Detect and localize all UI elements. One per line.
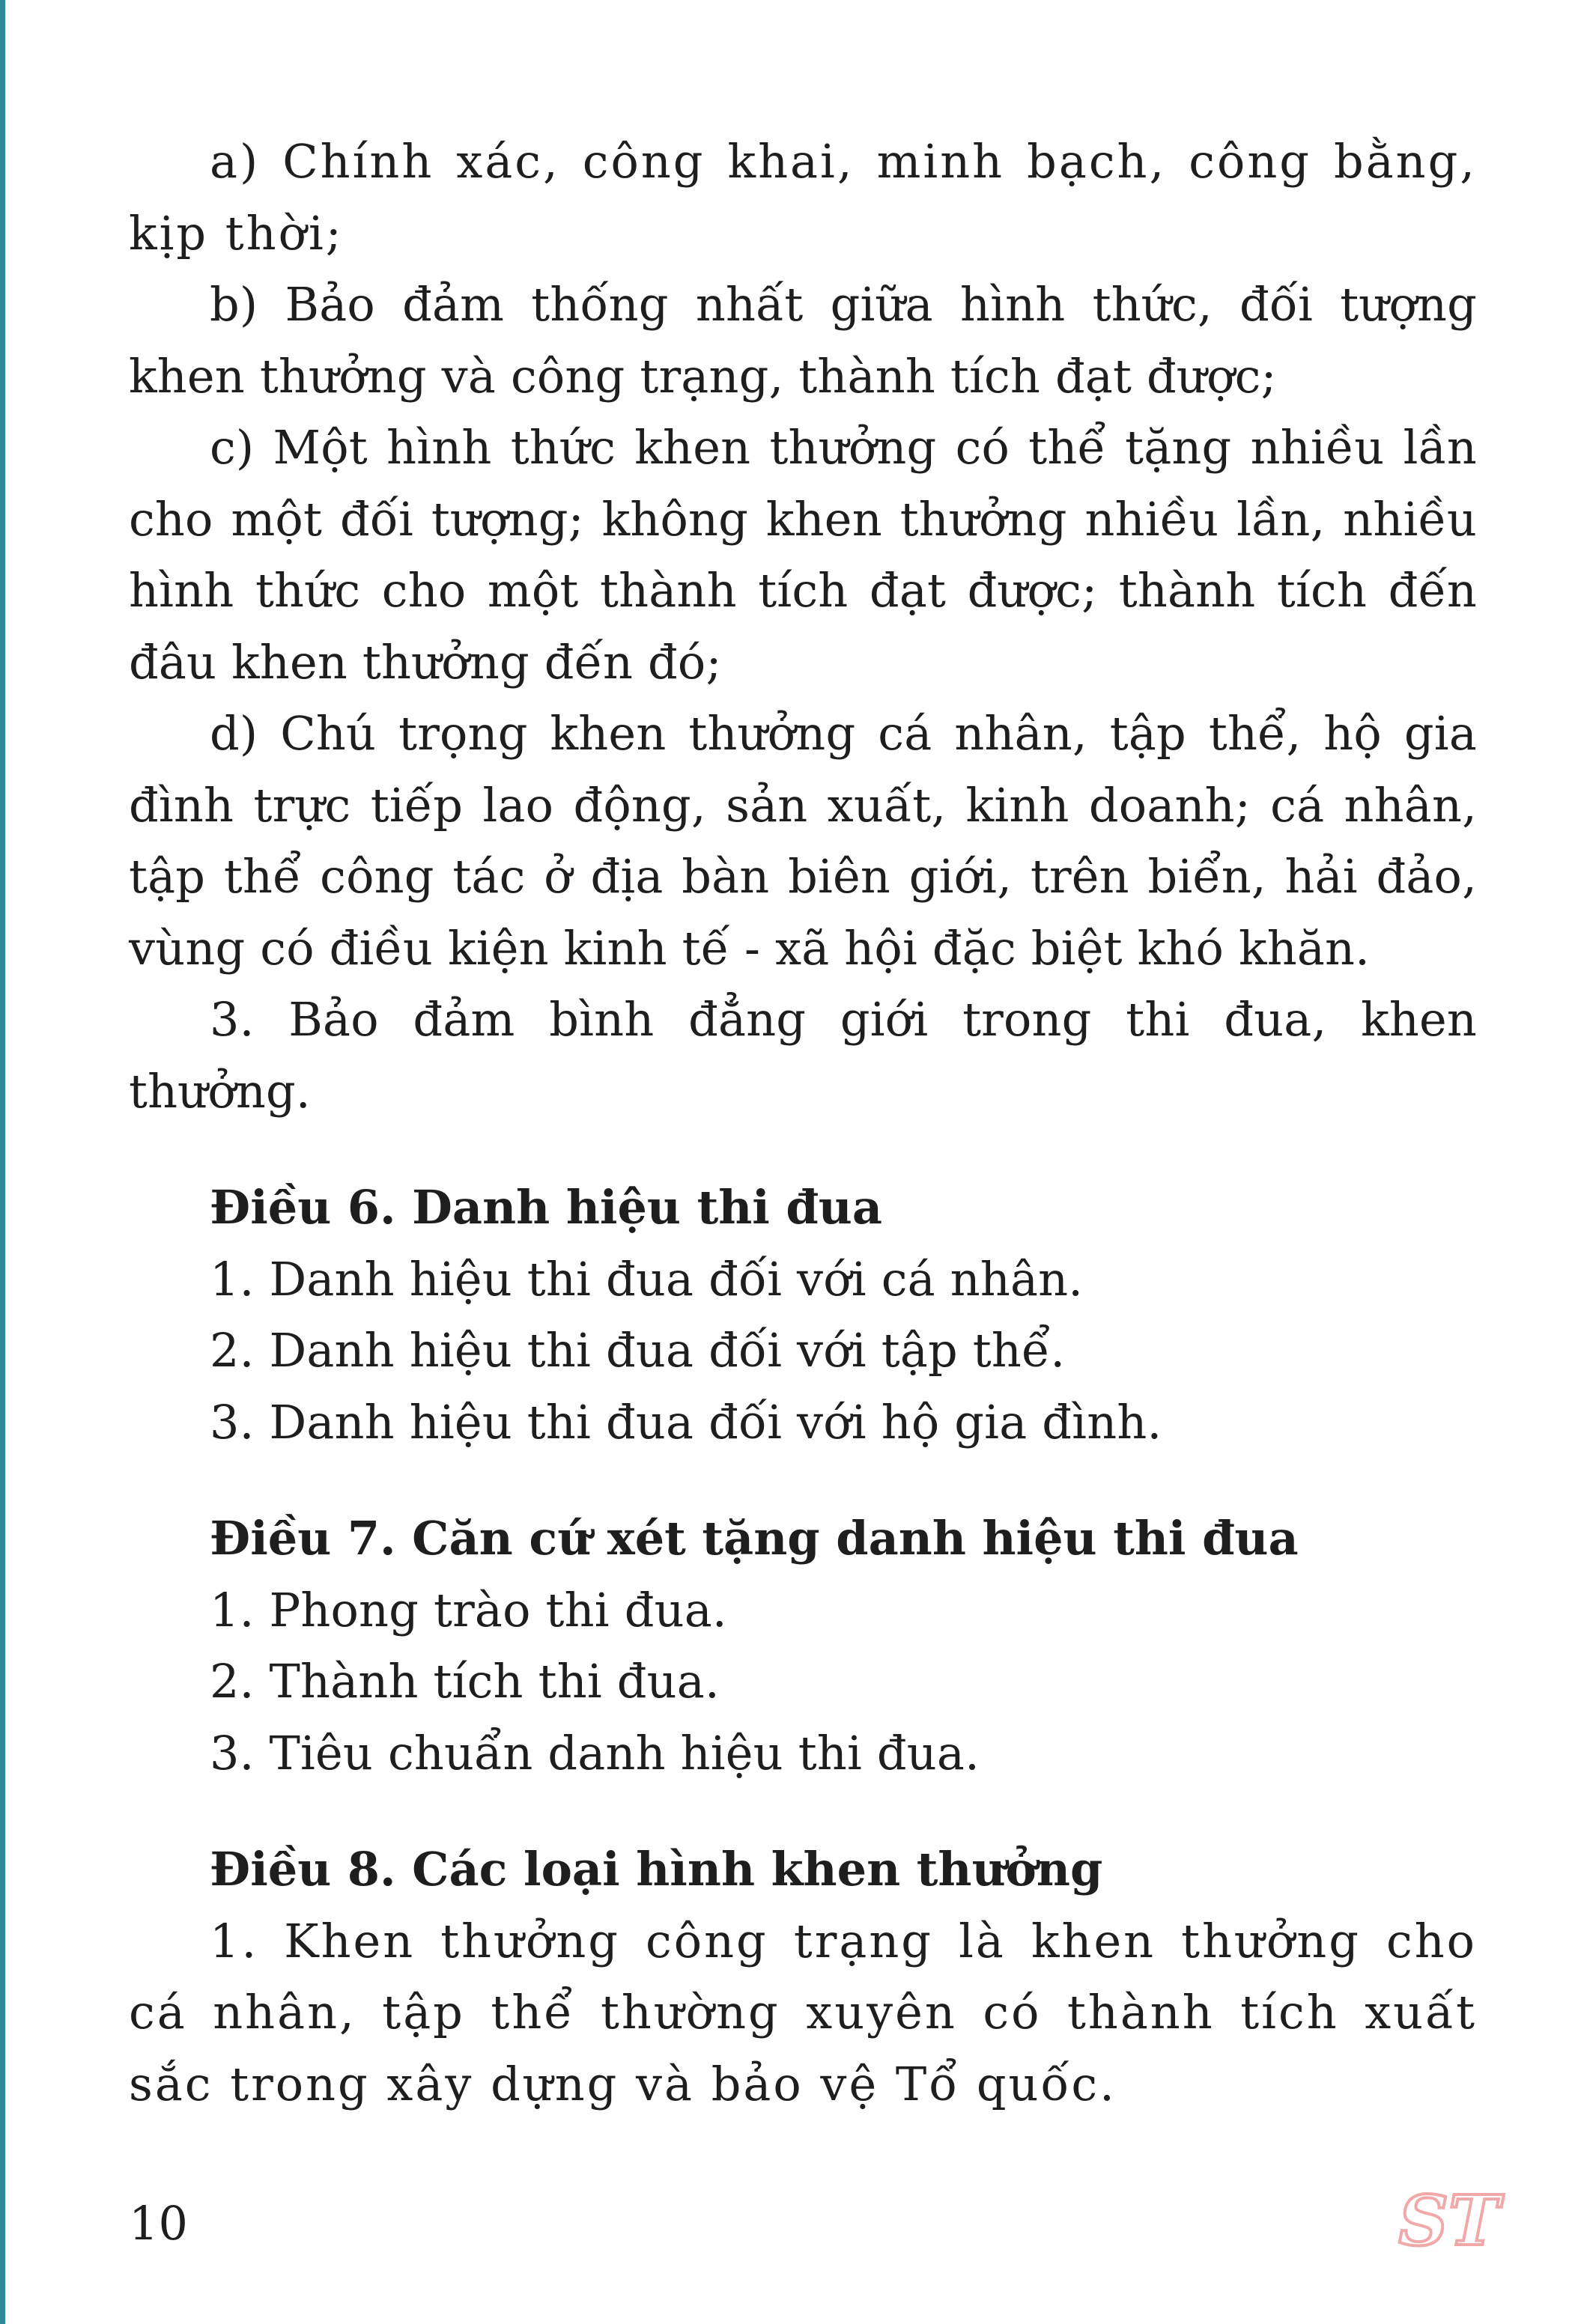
article-7-list [129, 1575, 1477, 1789]
paragraph-b: b) Bảo đảm thống nhất giữa hình thức, đối tượng khen thưởng và công trạng, thành tích đạt được; [129, 277, 1477, 404]
paragraph-c: c) Một hình thức khen thưởng có thể tặng nhiều lần cho một đối tượng; không khen thưởng nhiều lần, nhiều hình thức cho một thành tích đạt được; thành tích đến đâu khen thưởng đến đó; [129, 420, 1477, 690]
paragraph-d: d) Chú trọng khen thưởng cá nhân, tập thể, hộ gia đình trực tiếp lao động, sản xuất, kinh doanh; cá nhân, tập thể công tác ở địa bàn biên giới, trên biển, hải đảo, vùng có điều kiện kinh tế - xã hội đặc biệt khó khăn. [129, 706, 1477, 976]
publisher-logo-icon [1398, 2179, 1500, 2261]
article-6-heading: Điều 6. Danh hiệu thi đua [210, 1180, 883, 1235]
left-edge-rule [0, 0, 5, 2324]
page-content [129, 126, 1477, 2120]
list-item: 2. Thành tích thi đua. [210, 1654, 720, 1709]
list-item: 2. Danh hiệu thi đua đối với tập thể. [210, 1323, 1066, 1378]
article-7-heading: Điều 7. Căn cứ xét tặng danh hiệu thi đua [210, 1511, 1299, 1566]
page-number: 10 [129, 2196, 188, 2251]
article-8-heading: Điều 8. Các loại hình khen thưởng [210, 1842, 1103, 1896]
list-item: 3. Tiêu chuẩn danh hiệu thi đua. [210, 1725, 980, 1780]
list-item: 1. Danh hiệu thi đua đối với cá nhân. [210, 1251, 1084, 1307]
logo-mark: ST [1398, 2180, 1500, 2261]
article-6-list [129, 1244, 1477, 1458]
list-item: 1. Phong trào thi đua. [210, 1582, 727, 1637]
list-item: 3. Danh hiệu thi đua đối với hộ gia đình. [210, 1394, 1162, 1450]
article-8-paragraph-1: 1. Khen thưởng công trạng là khen thưởng cho cá nhân, tập thể thường xuyên có thành tích xuất sắc trong xây dựng và bảo vệ Tổ quốc. [129, 1913, 1477, 2111]
paragraph-a: a) Chính xác, công khai, minh bạch, công bằng, kịp thời; [129, 134, 1477, 261]
paragraph-3: 3. Bảo đảm bình đẳng giới trong thi đua, khen thưởng. [129, 992, 1477, 1119]
